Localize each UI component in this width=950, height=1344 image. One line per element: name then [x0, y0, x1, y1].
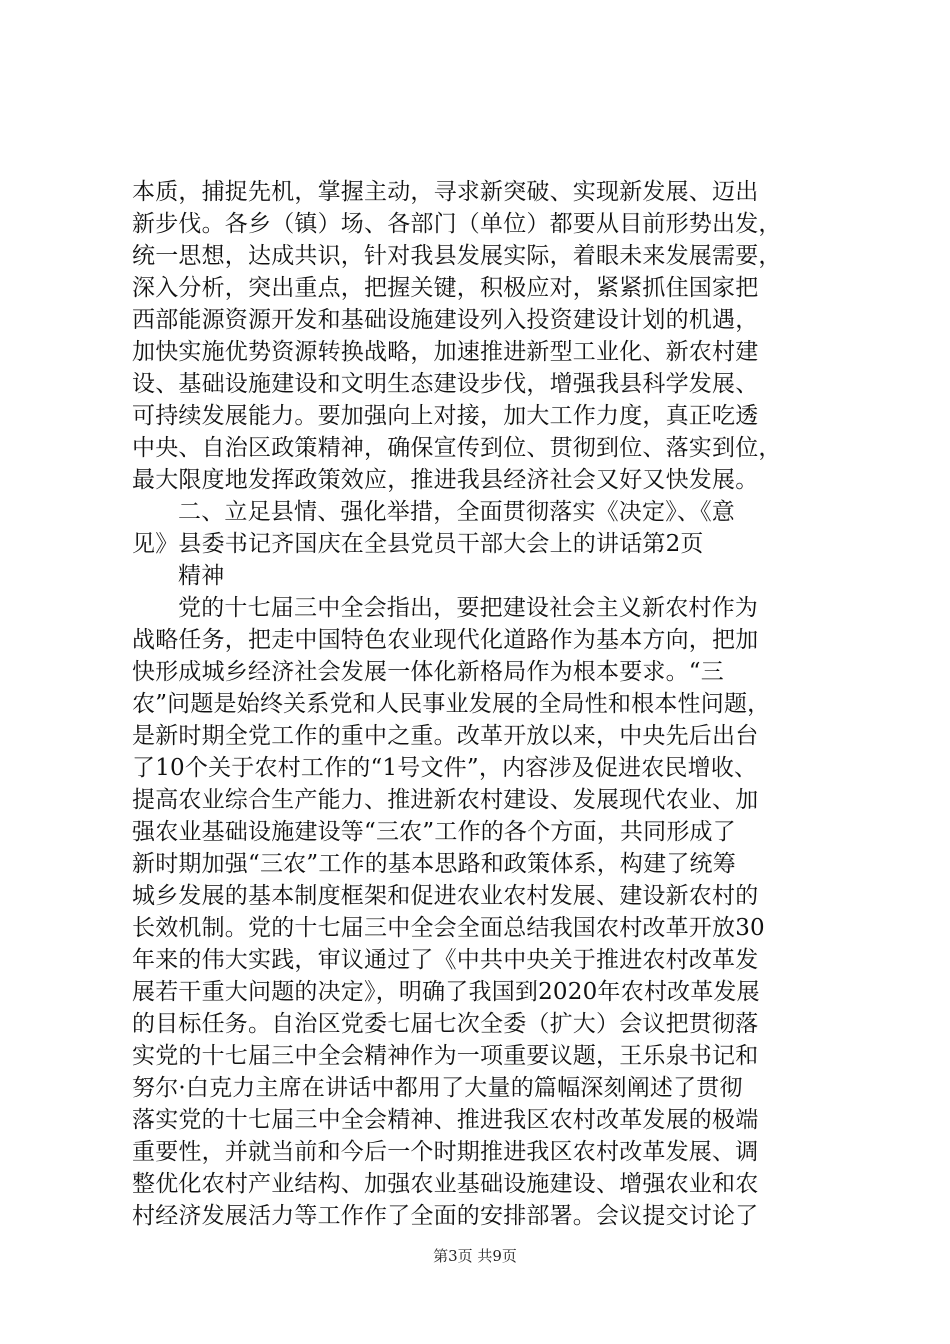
- text-line: 党的十七届三中全会指出，要把建设社会主义新农村作为: [178, 595, 758, 621]
- text-line: 深入分析，突出重点，把握关键，积极应对，紧紧抓住国家把: [132, 275, 759, 301]
- text-line: 是新时期全党工作的重中之重。改革开放以来，中央先后出台: [132, 723, 759, 749]
- body-text: [132, 176, 832, 1232]
- text-line: 城乡发展的基本制度框架和促进农业农村发展、建设新农村的: [132, 883, 759, 909]
- text-line: 精神: [178, 563, 225, 589]
- text-line: 农”问题是始终关系党和人民事业发展的全局性和根本性问题，: [132, 691, 771, 717]
- text-line: 可持续发展能力。要加强向上对接，加大工作力度，真正吃透: [132, 403, 759, 429]
- text-line: 强农业基础设施建设等“三农”工作的各个方面，共同形成了: [132, 819, 736, 845]
- text-line: 落实党的十七届三中全会精神、推进我区农村改革发展的极端: [132, 1107, 759, 1133]
- text-line: 实党的十七届三中全会精神作为一项重要议题，王乐泉书记和: [132, 1043, 759, 1069]
- text-line: 年来的伟大实践，审议通过了《中共中央关于推进农村改革发: [132, 947, 759, 973]
- text-line: 努尔·白克力主席在讲话中都用了大量的篇幅深刻阐述了贯彻: [132, 1075, 743, 1101]
- text-line: 重要性，并就当前和今后一个时期推进我区农村改革发展、调: [132, 1139, 759, 1165]
- text-line: 本质，捕捉先机，掌握主动，寻求新突破、实现新发展、迈出: [132, 179, 759, 205]
- text-line: 新时期加强“三农”工作的基本思路和政策体系，构建了统筹: [132, 851, 736, 877]
- page-footer: 第3页 共9页: [433, 1247, 517, 1265]
- text-line: 了10个关于农村工作的“1号文件”，内容涉及促进农民增收、: [132, 755, 758, 781]
- text-line: 加快实施优势资源转换战略，加速推进新型工业化、新农村建: [132, 339, 759, 365]
- text-line: 整优化农村产业结构、加强农业基础设施建设、增强农业和农: [132, 1171, 759, 1197]
- text-line: 新步伐。各乡（镇）场、各部门（单位）都要从目前形势出发，: [132, 211, 782, 237]
- text-line: 见》县委书记齐国庆在全县党员干部大会上的讲话第2页: [132, 531, 704, 557]
- text-line: 长效机制。党的十七届三中全会全面总结我国农村改革开放30: [132, 915, 765, 941]
- text-line: 统一思想，达成共识，针对我县发展实际，着眼未来发展需要，: [132, 243, 782, 269]
- text-line: 战略任务，把走中国特色农业现代化道路作为基本方向，把加: [132, 627, 759, 653]
- text-line: 二、立足县情、强化举措，全面贯彻落实《决定》、《意: [178, 499, 735, 525]
- text-line: 中央、自治区政策精神，确保宣传到位、贯彻到位、落实到位，: [132, 435, 782, 461]
- text-line: 村经济发展活力等工作作了全面的安排部署。会议提交讨论了: [132, 1203, 759, 1229]
- text-line: 的目标任务。自治区党委七届七次全委（扩大）会议把贯彻落: [132, 1011, 759, 1037]
- text-line: 设、基础设施建设和文明生态建设步伐，增强我县科学发展、: [132, 371, 759, 397]
- text-line: 最大限度地发挥政策效应，推进我县经济社会又好又快发展。: [132, 467, 759, 493]
- text-line: 快形成城乡经济社会发展一体化新格局作为根本要求。“三: [132, 659, 724, 685]
- text-line: 展若干重大问题的决定》，明确了我国到2020年农村改革发展: [132, 979, 760, 1005]
- text-line: 西部能源资源开发和基础设施建设列入投资建设计划的机遇，: [132, 307, 759, 333]
- text-line: 提高农业综合生产能力、推进新农村建设、发展现代农业、加: [132, 787, 759, 813]
